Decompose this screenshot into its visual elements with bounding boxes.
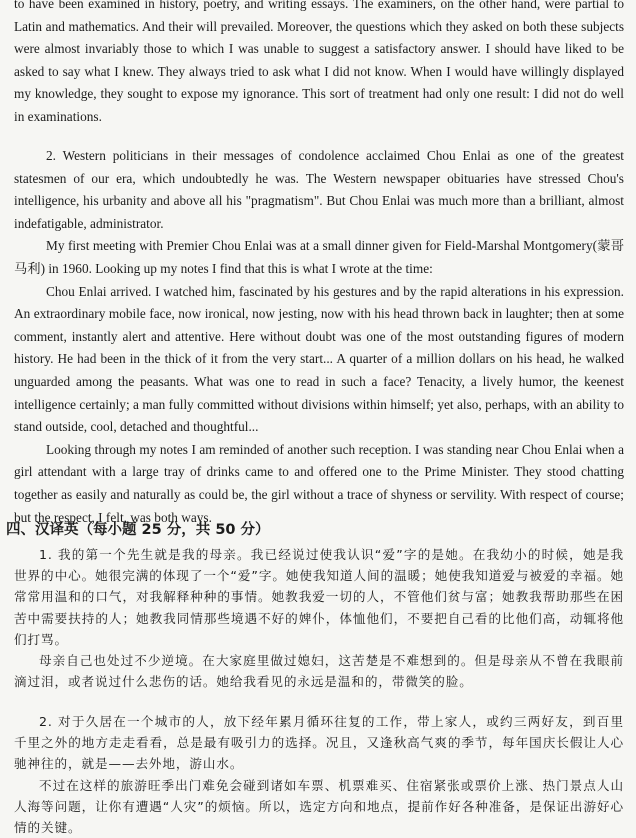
section-heading: 四、汉译英（每小题 25 分，共 50 分） [6,522,270,538]
question-1-paragraph-2: 母亲自己也处过不少逆境。在大家庭里做过媳妇，这苦楚是不难想到的。但是母亲从不曾在我眼前滴过泪，或者说过什么悲伤的话。她给我看见的永远是温和的，带微笑的脸。 [14,653,624,690]
passage-2-paragraph-4: Looking through my notes I am reminded of another such reception. I was standing near Chou Enlai when a girl attendant with a large tray of drinks came to and offered one to the Prime Minister. They stood chatting together as easily and naturally as could be, the girl without a trace of shyness or servility. With respect of course; but the respect, I felt, was both ways. [14,441,624,525]
question-2-paragraph-2: 不过在这样的旅游旺季出门难免会碰到诸如车票、机票难买、住宿紧张或票价上涨、热门景点人山人海等问题，让你有遭遇“人灾”的烦恼。所以，选定方向和地点，提前作好各种准备，是保证出游好心情的关键。 [14,777,624,836]
passage-1-paragraph: to have been examined in history, poetry, and writing essays. The examiners, on the other hand, were partial to Latin and mathematics. And their will prevailed. Moreover, the questions which they asked on both these subjects were almost invariably those to which I was unable to suggest a satisfactory answer. I should have liked to be asked to say what I knew. They always tried to ask what I did not know. When I would have willingly displayed my knowledge, they sought to expose my ignorance. This sort of treatment had only one result: I did not do well in examinations. [14,0,624,124]
translation-question-2 [14,711,624,838]
passage-1 [14,0,624,129]
question-1-paragraph-1: 1. 我的第一个先生就是我的母亲。我已经说过使我认识“爱”字的是她。在我幼小的时候，她是我世界的中心。她很完满的体现了一个“爱”字。她使我知道人间的温暖；她使我知道爱与被爱的幸福。她常常用温和的口气，对我解释种种的事情。她教我爱一切的人，不管他们贫与富；她教我帮助那些在困苦中需要扶持的人；她教我同情那些境遇不好的婢仆，体恤他们，不要把自己看的比他们高，动辄将他们打骂。 [14,547,624,647]
question-2-paragraph-1: 2. 对于久居在一个城市的人，放下经年累月循环往复的工作，带上家人，或约三两好友，到百里千里之外的地方走走看看，总是最有吸引力的选择。况且，又逢秋高气爽的季节，每年国庆长假让人心驰神往的，就是——去外地，游山水。 [14,714,624,772]
passage-2 [14,145,624,529]
translation-question-1 [14,544,624,692]
passage-2-paragraph-3: Chou Enlai arrived. I watched him, fascinated by his gestures and by the rapid alterations in his expression. An extraordinary mobile face, now ironical, now jesting, now with his head thrown back in laughter; then at some comment, instantly alert and attentive. Here without doubt was one of the most outstanding figures of modern history. He had been in the thick of it from the very start... A quarter of a million dollars on his head, he walked unguarded among the peasants. What was one to read in such a face? Tenacity, a lively humor, the keenest intelligence certainly; a man fully committed without divisions within himself; yet also, perhaps, with an ability to stand outside, cool, detached and thoughtful... [14,283,624,435]
passage-2-paragraph-2: My first meeting with Premier Chou Enlai was at a small dinner given for Field-Marshal Montgomery(蒙哥马利) in 1960. Looking up my notes I find that this is what I wrote at the time: [14,238,624,276]
passage-2-paragraph-1: 2. Western politicians in their messages of condolence acclaimed Chou Enlai as one of the greatest statesmen of our era, which undoubtedly he was. The Western newspaper obituaries have stressed Chou's intelligence, his urbanity and above all his "pragmatism". But Chou Enlai was much more than a brilliant, almost indefatigable, administrator. [14,148,624,231]
